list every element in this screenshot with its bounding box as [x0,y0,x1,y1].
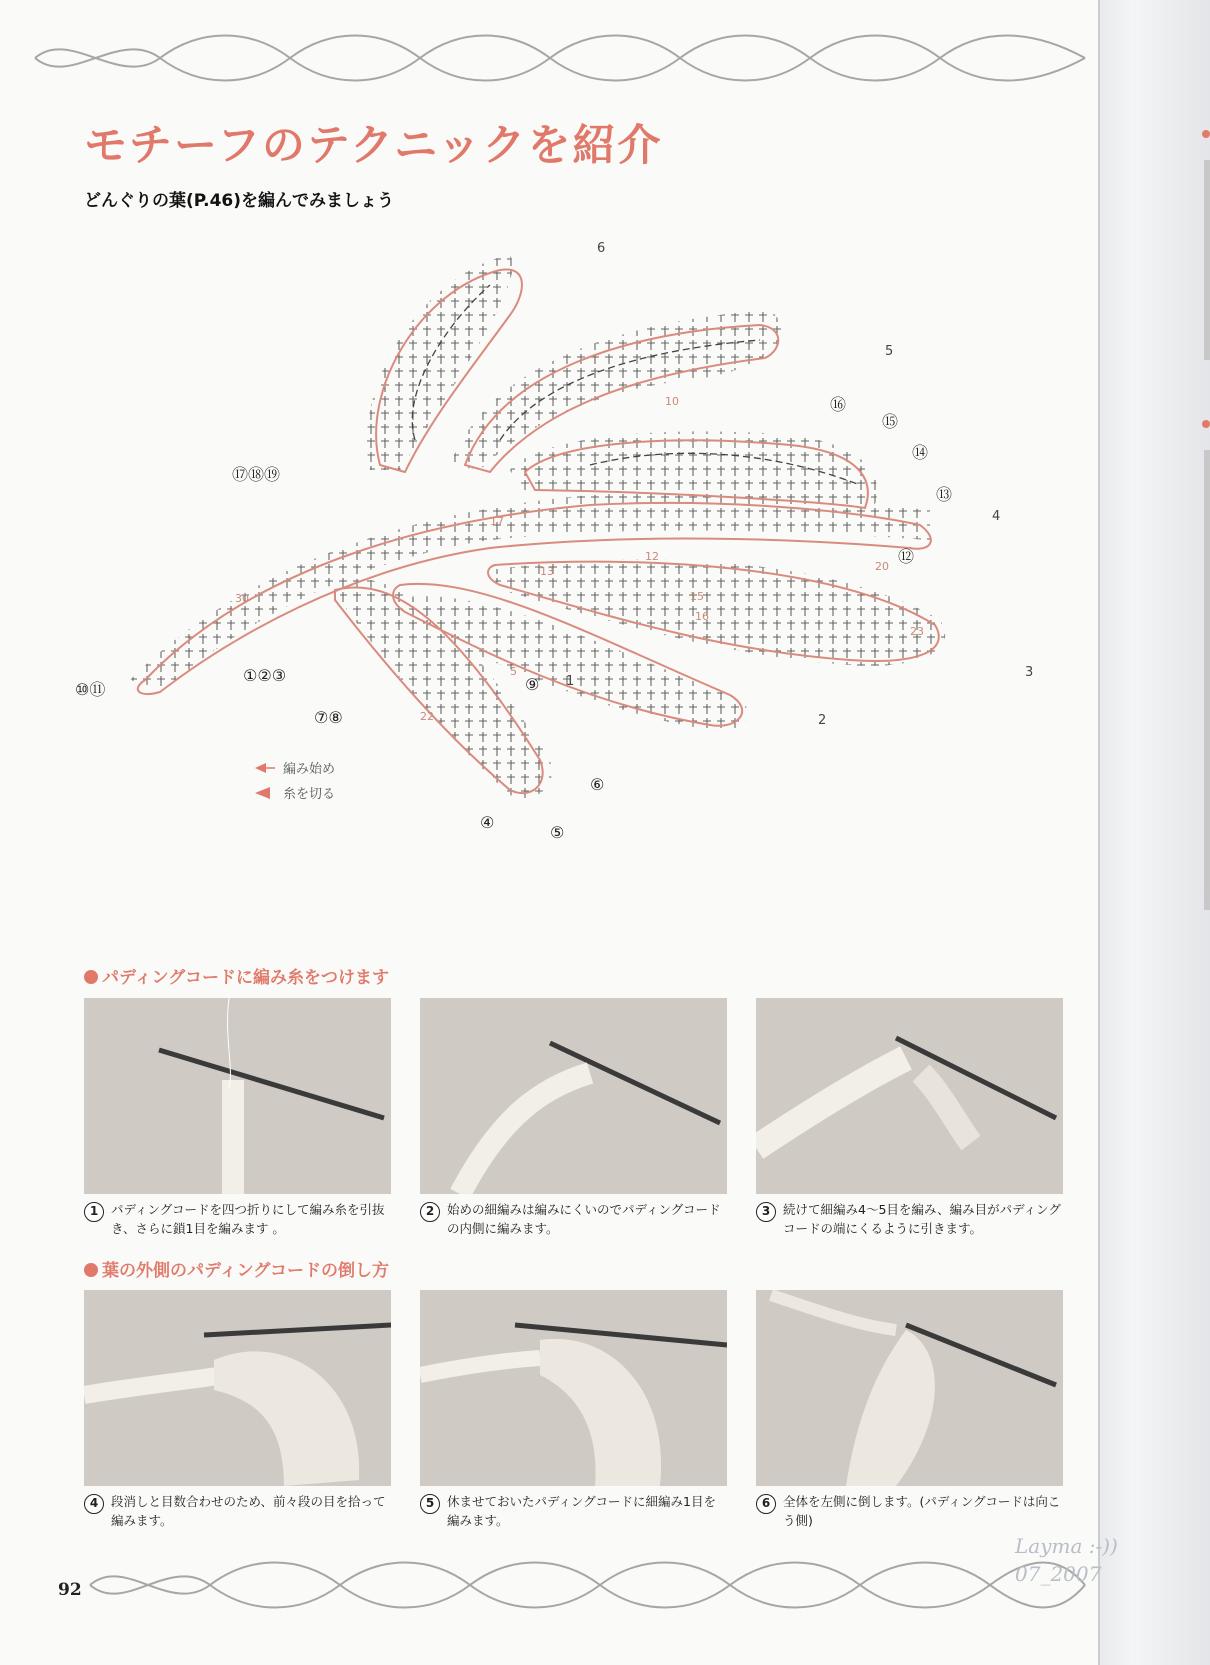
stitch-count: 23 [910,625,924,638]
row-number: 4 [992,509,1001,524]
step-caption-5: 5 休ませておいたパディングコードに細編み1目を編みます。 [420,1492,727,1530]
step-label: ⑩⑪ [75,680,106,699]
page-number: 92 [58,1580,82,1600]
step-caption-2: 2 始めの細編みは編みにくいのでパディングコードの内側に編みます。 [420,1200,727,1238]
stitch-count: 10 [665,395,679,408]
step-number: 3 [756,1202,776,1222]
section-heading-1: パディングコードに編み糸をつけます [84,963,389,988]
legend-cut: 糸を切る [283,787,336,802]
stitch-count: 5 [510,665,517,678]
step-label: ⑯ [830,395,847,414]
legend-start: 編み始め [283,762,336,777]
step-label: ⑬ [936,485,953,504]
step-label: ⑦⑧ [314,708,343,727]
step-number: 5 [420,1494,440,1514]
crochet-chart [70,240,1070,900]
bullet-icon [84,970,98,984]
row-number: 2 [818,713,827,728]
step-label: ⑭ [912,443,929,462]
step-number: 2 [420,1202,440,1222]
edge-mark [1204,450,1210,910]
step-label: ⑤ [550,823,565,842]
edge-dot [1202,130,1210,138]
step-number: 1 [84,1202,104,1222]
stitch-count: 13 [540,565,554,578]
step-label: ⑰⑱⑲ [232,465,281,484]
row-number: 6 [597,241,606,256]
step-number: 4 [84,1494,104,1514]
stitch-count: 20 [875,560,889,573]
step-photo-6 [756,1290,1063,1486]
next-page-edge [1098,0,1210,1665]
edge-dot [1202,420,1210,428]
signature: Layma :-)) 07_2007 [1015,1534,1118,1586]
bottom-ornament [30,1560,1090,1610]
stitch-count: 17 [490,515,504,528]
row-number: 5 [885,344,894,359]
row-number: 1 [566,674,575,689]
top-ornament [30,33,1090,83]
step-number: 6 [756,1494,776,1514]
step-label: ⑮ [882,412,899,431]
step-photo-1 [84,998,391,1194]
step-label: ⑫ [898,547,915,566]
stitch-count: 30 [235,592,249,605]
bullet-icon [84,1263,98,1277]
stitch-count: 22 [420,710,434,723]
step-caption-4: 4 段消しと目数合わせのため、前々段の目を拾って編みます。 [84,1492,391,1530]
step-photo-2 [420,998,727,1194]
step-caption-1: 1 パディングコードを四つ折りにして編み糸を引抜き、さらに鎖1目を編みます 。 [84,1200,391,1238]
step-photo-5 [420,1290,727,1486]
row-number: 3 [1025,665,1034,680]
step-label: ④ [480,813,495,832]
stitch-count: 12 [645,550,659,563]
edge-mark [1204,160,1210,360]
stitch-count: 15 [690,590,704,603]
step-photo-3 [756,998,1063,1194]
step-label: ⑥ [590,775,605,794]
page-subtitle: どんぐりの葉(P.46)を編んでみましょう [84,191,394,211]
step-photo-4 [84,1290,391,1486]
legend [255,762,335,802]
step-label: ⑨ [525,675,540,694]
section-heading-2: 葉の外側のパディングコードの倒し方 [84,1256,389,1281]
page-title: モチーフのテクニックを紹介 [84,121,663,171]
step-caption-6: 6 全体を左側に倒します。(パディングコードは向こう側) [756,1492,1063,1530]
step-caption-3: 3 続けて細編み4～5目を編み、編み目がパディングコードの端にくるように引きます。 [756,1200,1063,1238]
step-label: ①②③ [243,666,287,685]
stitch-count: 16 [695,610,709,623]
